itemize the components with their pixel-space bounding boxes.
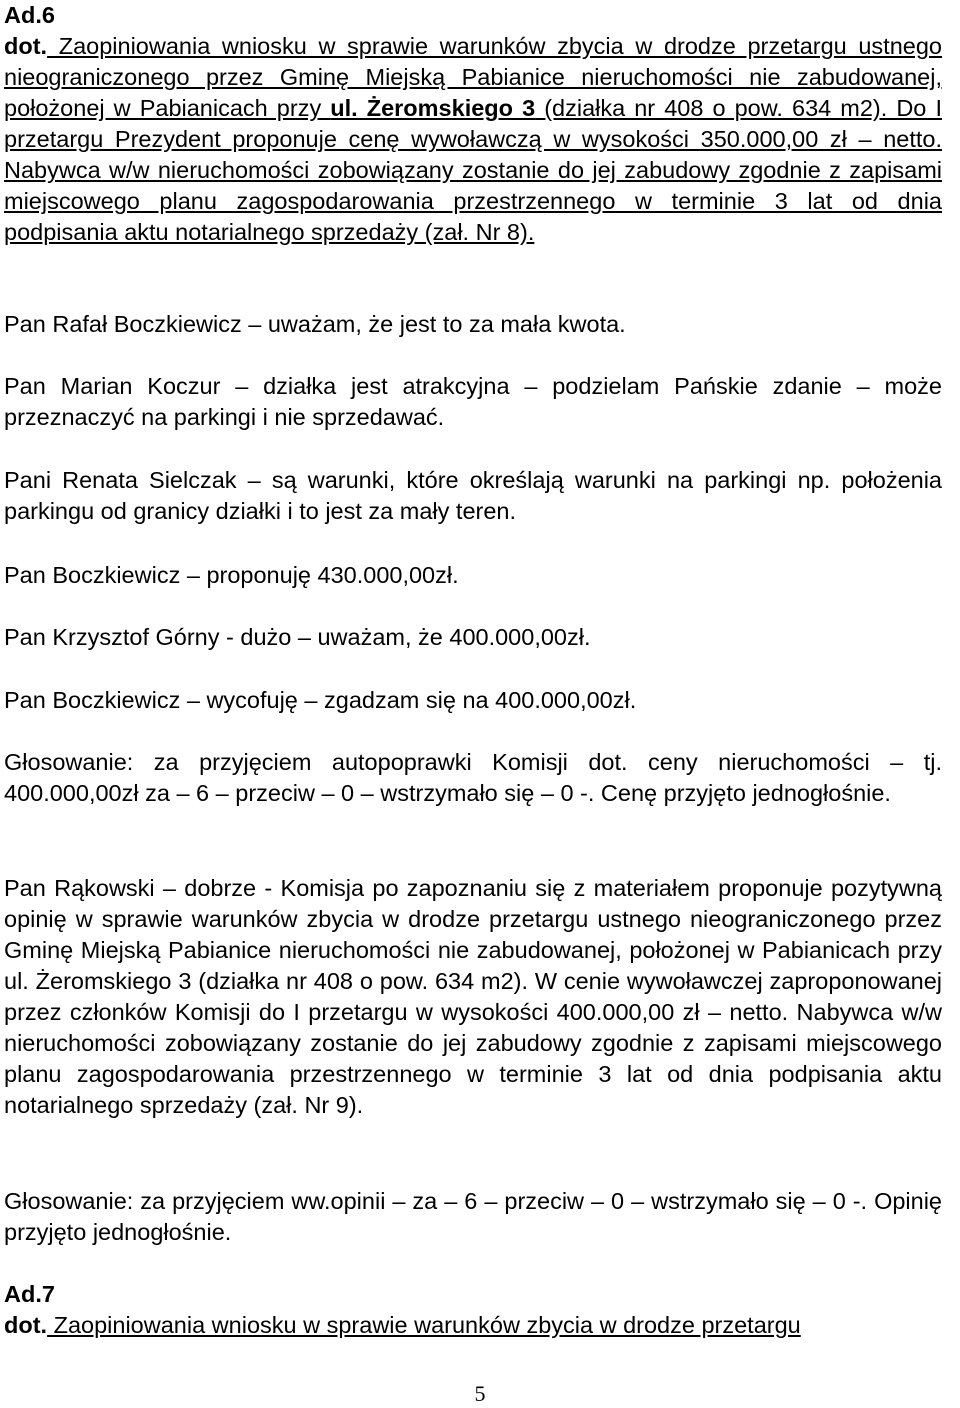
dot-label: dot. bbox=[4, 1312, 48, 1338]
agenda-item-7 bbox=[4, 1279, 942, 1341]
agenda-item-6-text bbox=[4, 31, 942, 248]
page-number: 5 bbox=[474, 1381, 486, 1406]
agenda-item-6 bbox=[4, 0, 942, 248]
paragraph-boczkiewicz-1: Pan Rafał Boczkiewicz – uważam, że jest to za mała kwota. bbox=[4, 311, 626, 337]
paragraph-boczkiewicz-3: Pan Boczkiewicz – wycofuję – zgadzam się na 400.000,00zł. bbox=[4, 687, 637, 713]
agenda-item-6-part2: (działka nr 408 o pow. 634 m2). Do I przetargu Prezydent proponuje cenę wywoławczą w wysokości 350.000,00 zł – netto. Nabywca w/w nieruchomości zobowiązany zostanie do jej zabudowy zgodnie z zapisami miejscowego planu zagospodarowania przestrzennego w terminie 3 lat od dnia podpisania aktu notarialnego sprzedaży (zał. Nr 8). bbox=[4, 95, 942, 245]
agenda-item-6-heading: Ad.6 bbox=[4, 2, 55, 28]
agenda-item-6-street: ul. Żeromskiego 3 bbox=[330, 95, 536, 121]
agenda-item-7-text bbox=[4, 1310, 942, 1341]
dot-label: dot. bbox=[4, 33, 48, 59]
paragraph-boczkiewicz-2: Pan Boczkiewicz – proponuję 430.000,00zł. bbox=[4, 562, 459, 588]
paragraph-vote-1: Głosowanie: za przyjęciem autopoprawki Komisji dot. ceny nieruchomości – tj. 400.000,00zł za – 6 – przeciw – 0 – wstrzymało się – 0 -. Cenę przyjęto jednogłośnie. bbox=[4, 749, 942, 806]
agenda-item-7-heading: Ad.7 bbox=[4, 1281, 55, 1307]
paragraph-koczur: Pan Marian Koczur – działka jest atrakcyjna – podzielam Pańskie zdanie – może przeznaczyć na parkingi i nie sprzedawać. bbox=[4, 373, 942, 430]
paragraph-vote-2: Głosowanie: za przyjęciem ww.opinii – za – 6 – przeciw – 0 – wstrzymało się – 0 -. Opinię przyjęto jednogłośnie. bbox=[4, 1188, 942, 1245]
paragraph-sielczak: Pani Renata Sielczak – są warunki, które określają warunki na parkingi np. położenia parkingu od granicy działki i to jest za mały teren. bbox=[4, 467, 942, 524]
paragraph-rakowski: Pan Rąkowski – dobrze - Komisja po zapoznaniu się z materiałem proponuje pozytywną opinię w sprawie warunków zbycia w drodze przetargu ustnego nieograniczonego przez Gminę Miejską Pabianice nieruchomości nie zabudowanej, położonej w Pabianicach przy ul. Żeromskiego 3 (działka nr 408 o pow. 634 m2). W cenie wywoławczej zaproponowanej przez członków Komisji do I przetargu w wysokości 400.000,00 zł – netto. Nabywca w/w nieruchomości zobowiązany zostanie do jej zabudowy zgodnie z zapisami miejscowego planu zagospodarowania przestrzennego w terminie 3 lat od dnia podpisania aktu notarialnego sprzedaży (zał. Nr 9). bbox=[4, 875, 942, 1118]
agenda-item-7-subject: Zaopiniowania wniosku w sprawie warunków zbycia w drodze przetargu bbox=[47, 1312, 801, 1338]
agenda-item-6-part1: Zaopiniowania wniosku w sprawie warunków zbycia w drodze przetargu ustnego nieograniczonego przez Gminę Miejską Pabianice nieruchomości nie zabudowanej, położonej w Pabianicach przy bbox=[4, 33, 942, 121]
paragraph-gorny: Pan Krzysztof Górny - dużo – uważam, że 400.000,00zł. bbox=[4, 624, 591, 650]
